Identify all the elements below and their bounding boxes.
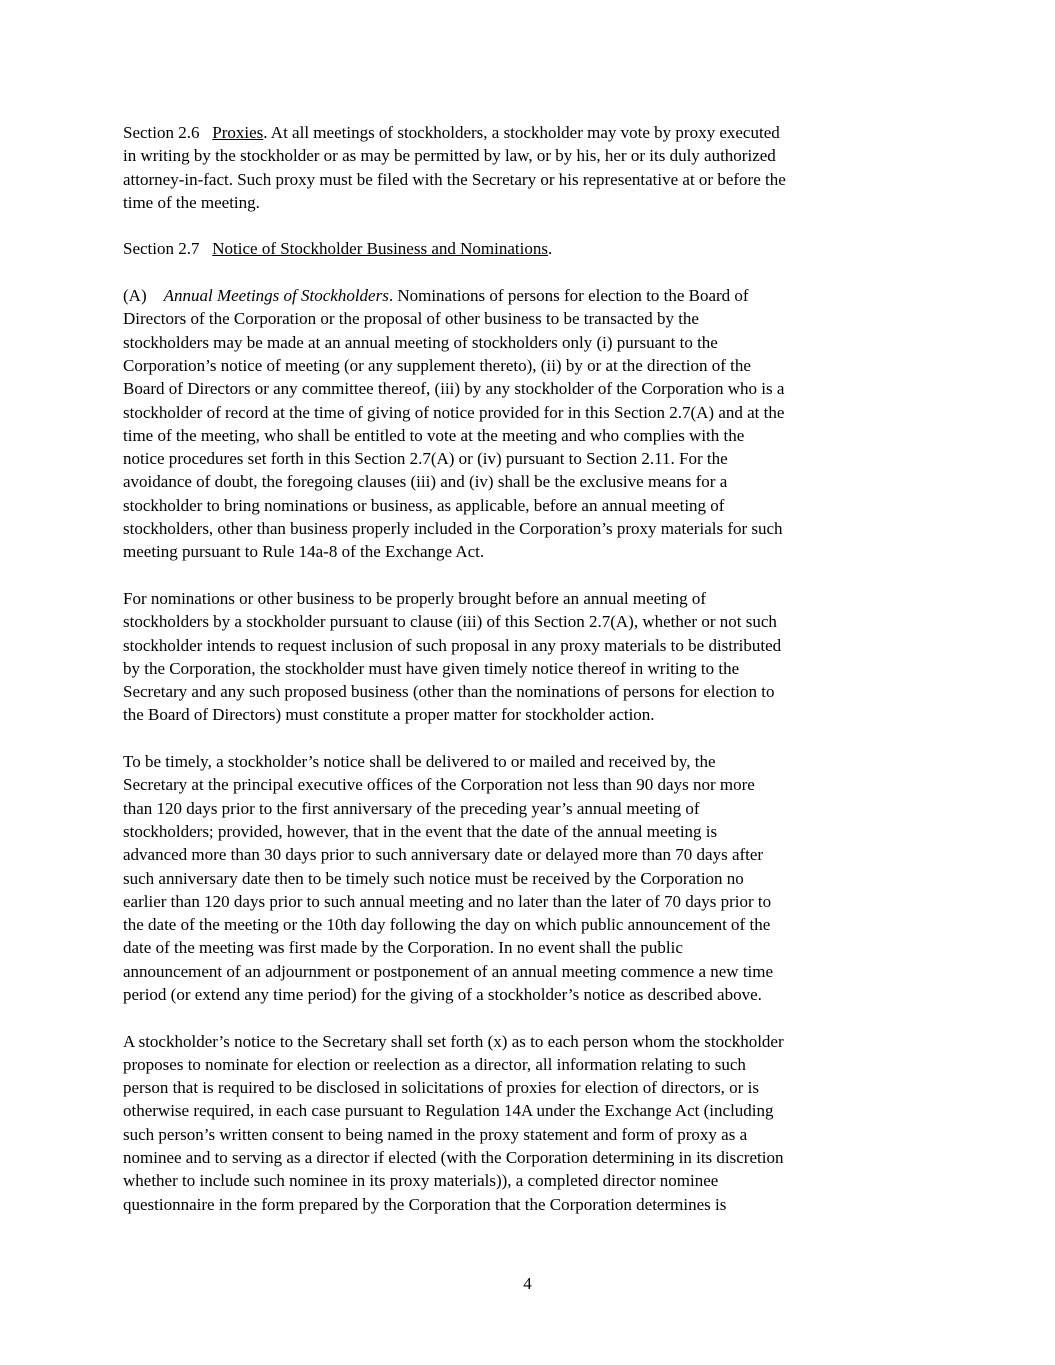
text-line	[123, 144, 943, 167]
text-line	[123, 913, 943, 936]
text-line	[123, 634, 943, 657]
plain-text: Corporation’s notice of meeting (or any supplement thereto), (ii) by or at the direction of the	[123, 355, 751, 375]
plain-text: Directors of the Corporation or the proposal of other business to be transacted by the	[123, 309, 699, 329]
text-line	[123, 284, 943, 307]
plain-text: than 120 days prior to the first anniversary of the preceding year’s annual meeting of	[123, 798, 700, 818]
text-line	[123, 168, 943, 191]
text-line	[123, 1076, 943, 1099]
section-2-7-heading	[123, 237, 943, 260]
plain-text: proposes to nominate for election or reelection as a director, all information relating to such	[123, 1054, 746, 1074]
plain-text: stockholders may be made at an annual meeting of stockholders only (i) pursuant to the	[123, 332, 718, 352]
text-line	[123, 657, 943, 680]
plain-text: otherwise required, in each case pursuant to Regulation 14A under the Exchange Act (including	[123, 1101, 774, 1121]
text-line	[123, 797, 943, 820]
text-line	[123, 587, 943, 610]
plain-text: stockholders, other than business properly included in the Corporation’s proxy materials for such	[123, 519, 783, 539]
plain-text: stockholder intends to request inclusion of such proposal in any proxy materials to be distributed	[123, 635, 782, 655]
text-line	[123, 470, 943, 493]
plain-text: attorney-in-fact. Such proxy must be filed with the Secretary or his representative at or before the	[123, 169, 786, 189]
text-line	[123, 936, 943, 959]
plain-text: For nominations or other business to be properly brought before an annual meeting of	[123, 588, 707, 608]
text-line	[123, 377, 943, 400]
plain-text: advanced more than 30 days prior to such anniversary date or delayed more than 70 days after	[123, 845, 764, 865]
plain-text: date of the meeting was first made by the Corporation. In no event shall the public	[123, 938, 683, 958]
plain-text: meeting pursuant to Rule 14a-8 of the Exchange Act.	[123, 542, 485, 562]
text-line	[123, 610, 943, 633]
italic-text: Annual Meetings of Stockholders	[163, 286, 389, 306]
plain-text: such person’s written consent to being named in the proxy statement and form of proxy as a	[123, 1124, 748, 1144]
text-line	[123, 773, 943, 796]
text-line	[123, 867, 943, 890]
plain-text: the Board of Directors) must constitute a proper matter for stockholder action.	[123, 705, 655, 725]
text-line	[123, 1146, 943, 1169]
plain-text: time of the meeting.	[123, 192, 260, 212]
text-line	[123, 331, 943, 354]
plain-text: announcement of an adjournment or postponement of an annual meeting commence a new time	[123, 961, 774, 981]
plain-text: stockholders by a stockholder pursuant to clause (iii) of this Section 2.7(A), whether or not such	[123, 612, 777, 632]
text-line	[123, 890, 943, 913]
plain-text: such anniversary date then to be timely such notice must be received by the Corporation no	[123, 868, 744, 888]
section-2-6-proxies	[123, 121, 943, 214]
plain-text: . At all meetings of stockholders, a stockholder may vote by proxy executed	[263, 123, 780, 142]
plain-text: To be timely, a stockholder’s notice shall be delivered to or mailed and received by, the	[123, 752, 716, 772]
plain-text: A stockholder’s notice to the Secretary shall set forth (x) as to each person whom the stockholder	[123, 1031, 784, 1051]
plain-text: stockholder of record at the time of giving of notice provided for in this Section 2.7(A) and at the	[123, 402, 785, 422]
plain-text: stockholder to bring nominations or business, as applicable, before an annual meeting of	[123, 495, 725, 515]
plain-text: earlier than 120 days prior to such annual meeting and no later than the later of 70 days prior to	[123, 891, 772, 911]
plain-text: period (or extend any time period) for the giving of a stockholder’s notice as described above.	[123, 984, 762, 1004]
para-stockholders-notice-contents	[123, 1030, 943, 1216]
plain-text: . Nominations of persons for election to the Board of	[388, 286, 749, 306]
page-number: 4	[523, 1274, 532, 1293]
text-line	[123, 307, 943, 330]
text-line	[123, 540, 943, 563]
text-line	[123, 1169, 943, 1192]
plain-text: by the Corporation, the stockholder must have given timely notice thereof in writing to the	[123, 658, 740, 678]
text-line	[123, 1123, 943, 1146]
plain-text: avoidance of doubt, the foregoing clauses (iii) and (iv) shall be the exclusive means for a	[123, 472, 728, 492]
text-line	[123, 703, 943, 726]
underlined-text: Notice of Stockholder Business and Nominations	[212, 239, 548, 259]
para-to-be-timely	[123, 750, 943, 1006]
text-line	[123, 1099, 943, 1122]
text-line	[123, 1053, 943, 1076]
text-line	[123, 960, 943, 983]
plain-text: Secretary and any such proposed business (other than the nominations of persons for election to	[123, 682, 775, 702]
plain-text: whether to include such nominee in its proxy materials)), a completed director nominee	[123, 1171, 719, 1191]
plain-text: Board of Directors or any committee thereof, (iii) by any stockholder of the Corporation who is a	[123, 379, 785, 399]
text-line	[123, 401, 943, 424]
para-annual-meetings-of-stockholders	[123, 284, 943, 564]
underlined-text: Proxies	[212, 123, 264, 142]
plain-text: .	[547, 239, 553, 259]
para-for-nominations	[123, 587, 943, 727]
text-line	[123, 750, 943, 773]
text-line	[123, 424, 943, 447]
text-line	[123, 983, 943, 1006]
text-line	[123, 1030, 943, 1053]
text-line	[123, 820, 943, 843]
plain-text: notice procedures set forth in this Section 2.7(A) or (iv) pursuant to Section 2.11. For the	[123, 449, 728, 469]
plain-text: Secretary at the principal executive offices of the Corporation not less than 90 days nor more	[123, 775, 755, 795]
plain-text: time of the meeting, who shall be entitled to vote at the meeting and who complies with the	[123, 425, 745, 445]
text-line	[123, 237, 943, 260]
text-line	[123, 494, 943, 517]
text-line	[123, 191, 943, 214]
text-line	[123, 354, 943, 377]
plain-text: questionnaire in the form prepared by the Corporation that the Corporation determines is	[123, 1194, 727, 1214]
plain-text: (A)	[123, 286, 164, 306]
text-line	[123, 680, 943, 703]
document-content	[123, 121, 943, 1239]
text-line	[123, 517, 943, 540]
plain-text: the date of the meeting or the 10th day following the day on which public announcement of the	[123, 915, 771, 935]
text-line	[123, 447, 943, 470]
plain-text: person that is required to be disclosed in solicitations of proxies for election of directors, or is	[123, 1078, 759, 1098]
plain-text: stockholders; provided, however, that in the event that the date of the annual meeting is	[123, 821, 718, 841]
text-line	[123, 1193, 943, 1216]
plain-text: in writing by the stockholder or as may be permitted by law, or by his, her or its duly authorized	[123, 146, 776, 166]
text-line	[123, 843, 943, 866]
plain-text: nominee and to serving as a director if elected (with the Corporation determining in its discretion	[123, 1148, 784, 1168]
plain-text: Section 2.7	[123, 239, 213, 259]
text-line	[123, 121, 943, 144]
plain-text: Section 2.6	[123, 123, 213, 142]
